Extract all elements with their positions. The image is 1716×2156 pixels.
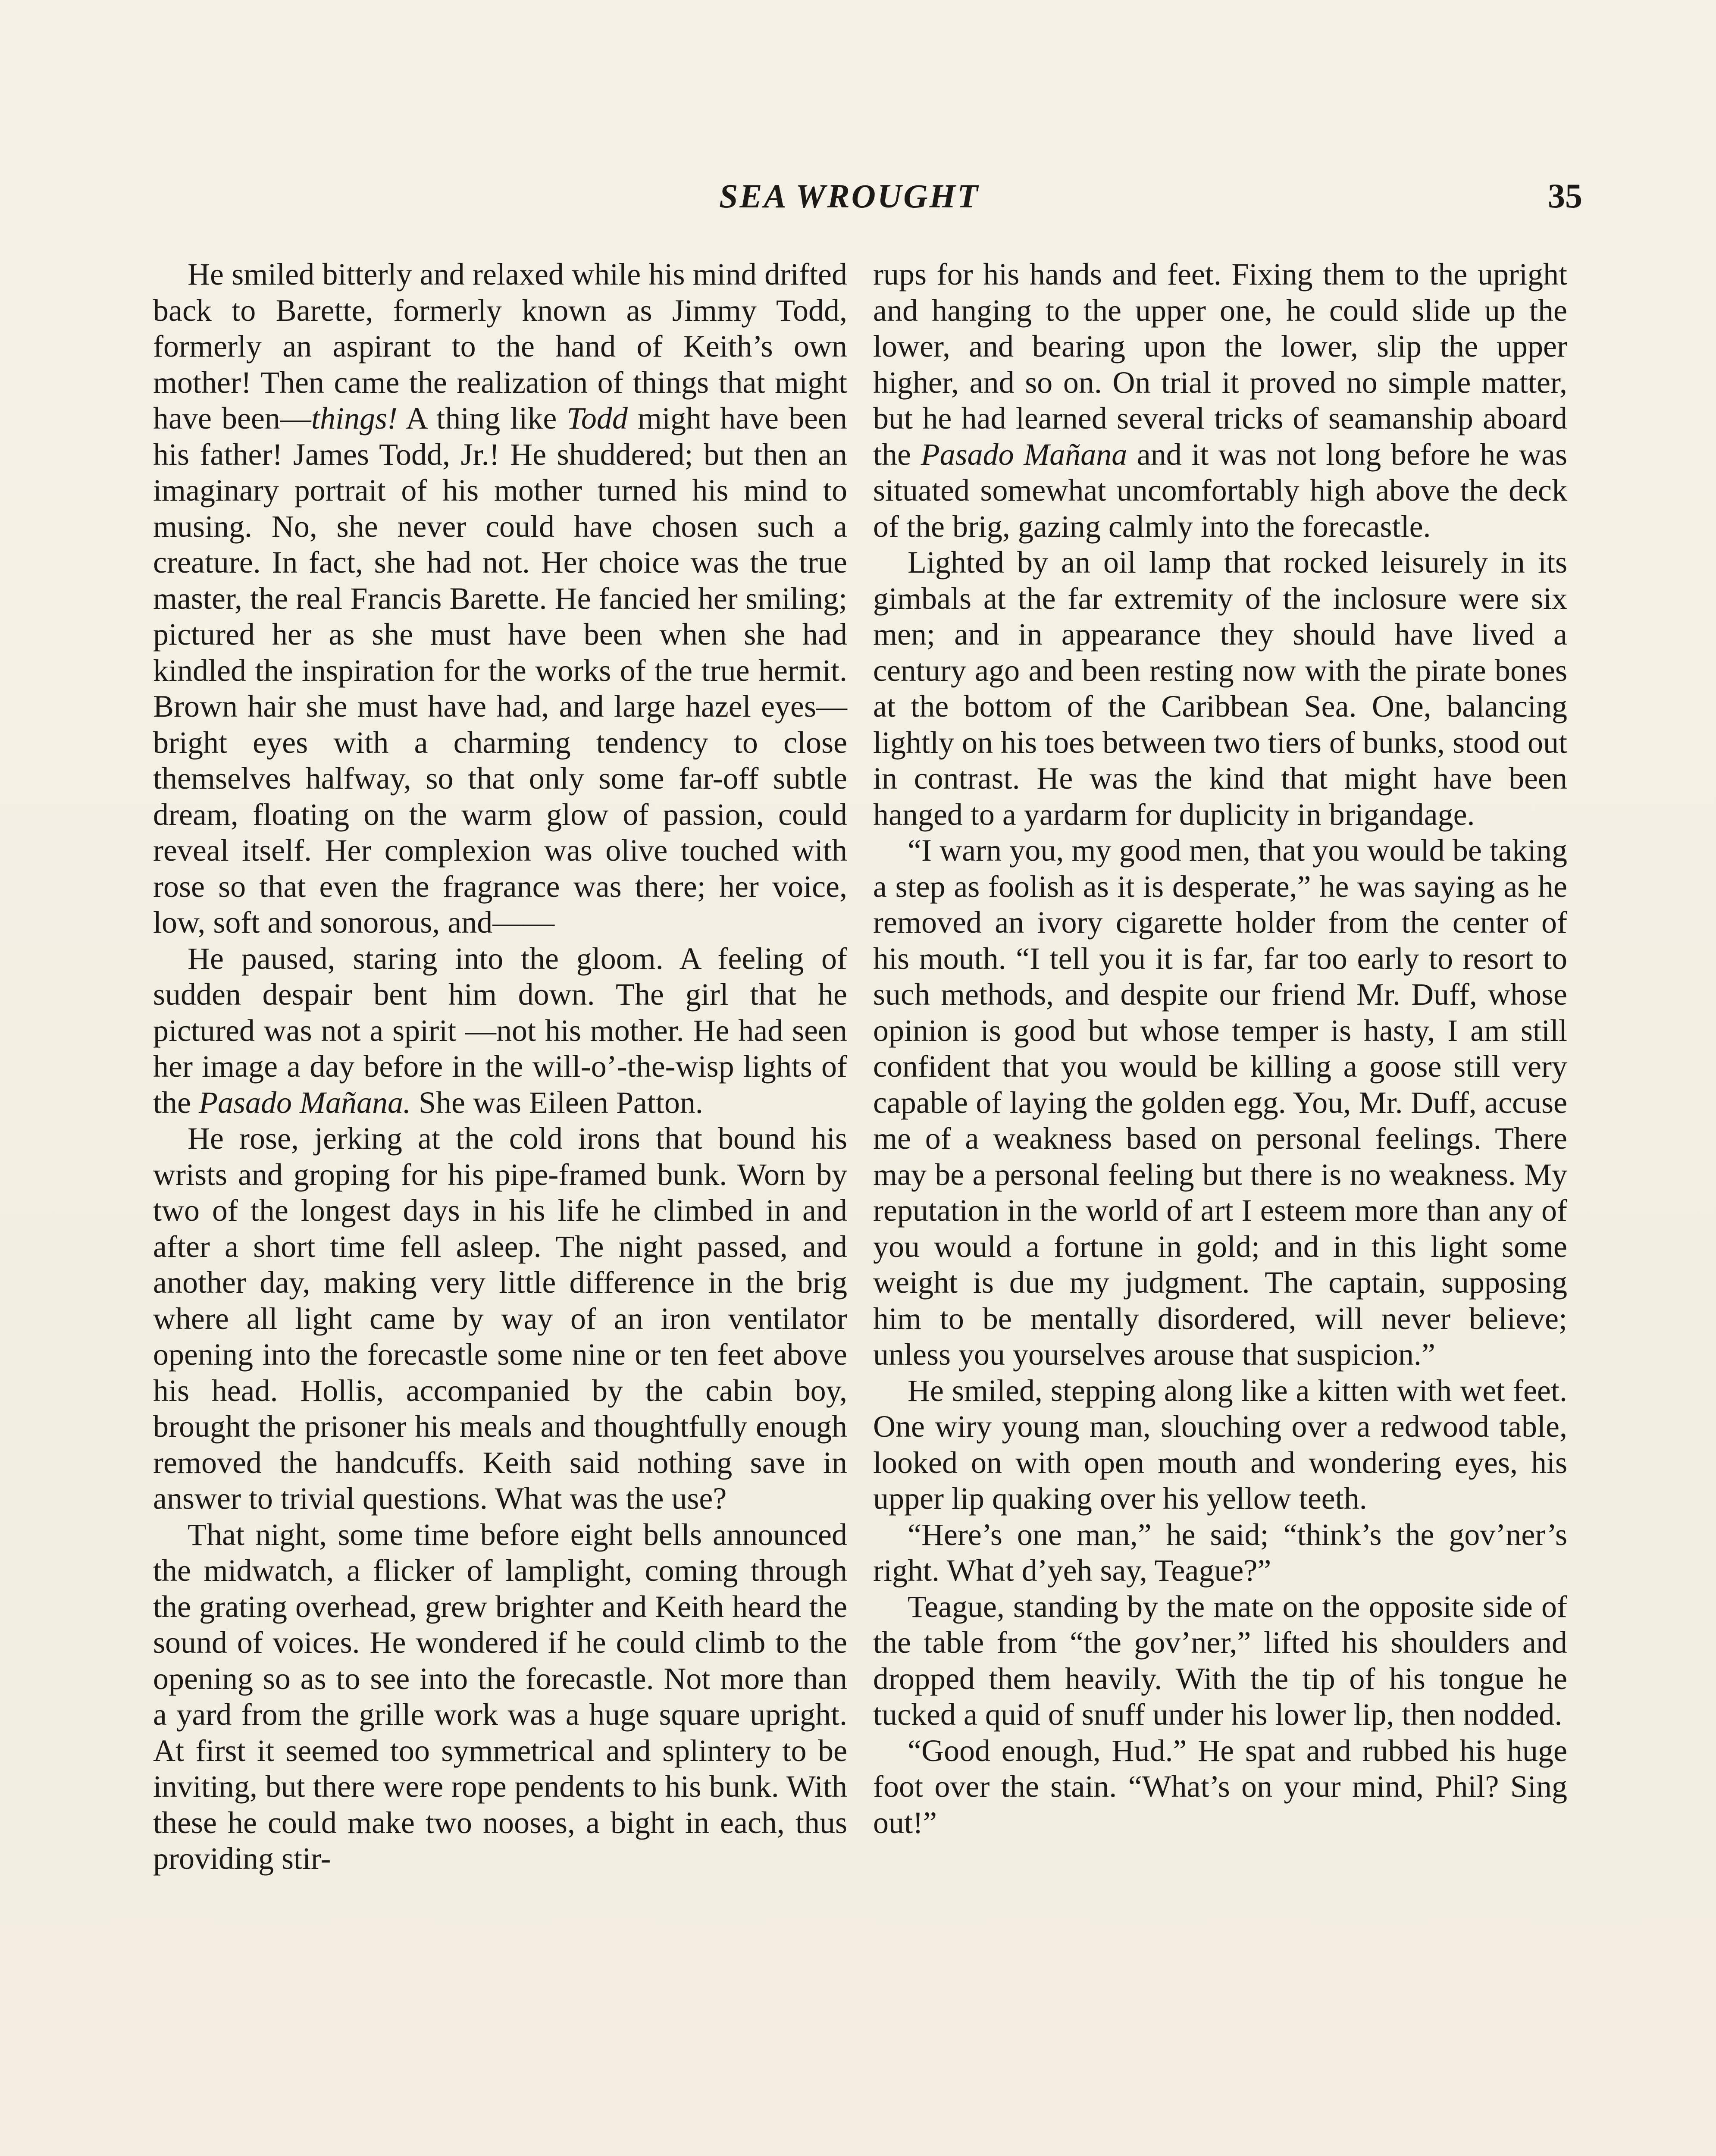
paragraph: “Good enough, Hud.” He spat and rubbed his huge foot over the stain. “What’s on your mind, Phil? Sing out!” (873, 1733, 1567, 1840)
running-head: SEA WROUGHT (719, 177, 980, 215)
paragraph: That night, some time before eight bells announced the midwatch, a flicker of lamplight, coming through the grating overhead, grew brighter and Keith heard the sound of voices. He wondered if he could climb to the opening so as to see into the forecastle. Not more than a yard from the grille work was a huge square upright. At first it seemed too symmetrical and splintery to be inviting, but there were rope pendents to his bunk. With these he could make two nooses, a bight in each, thus providing stir- (153, 1517, 847, 1876)
right-column (873, 257, 1567, 1841)
paragraph: He smiled bitterly and relaxed while his mind drifted back to Barette, formerly known as Jimmy Todd, formerly an aspirant to the hand of Keith’s own mother! Then came the realization of things that might have been—things! A thing like Todd might have been his father! James Todd, Jr.! He shuddered; but then an imaginary portrait of his mother turned his mind to musing. No, she never could have chosen such a creature. In fact, she had not. Her choice was the true master, the real Francis Barette. He fancied her smiling; pictured her as she must have been when she had kindled the inspiration for the works of the true hermit. Brown hair she must have had, and large hazel eyes—bright eyes with a charming tendency to close themselves halfway, so that only some far-off subtle dream, floating on the warm glow of passion, could reveal itself. Her complexion was olive touched with rose so that even the fragrance was there; her voice, low, soft and sonorous, and—— (153, 257, 847, 940)
paragraph: He smiled, stepping along like a kitten with wet feet. One wiry young man, slouching over a redwood table, looked on with open mouth and wondering eyes, his upper lip quaking over his yellow teeth. (873, 1373, 1567, 1516)
left-column (153, 257, 847, 1877)
paragraph-continued: rups for his hands and feet. Fixing them to the upright and hanging to the upper one, he could slide up the lower, and bearing upon the lower, slip the upper higher, and so on. On trial it proved no simple matter, but he had learned several tricks of seamanship aboard the Pasado Mañana and it was not long before he was situated somewhat uncomfortably high above the deck of the brig, gazing calmly into the forecastle. (873, 257, 1567, 544)
paragraph: Lighted by an oil lamp that rocked leisurely in its gimbals at the far extremity of the inclosure were six men; and in appearance they should have lived a century ago and been resting now with the pirate bones at the bottom of the Caribbean Sea. One, balancing lightly on his toes between two tiers of bunks, stood out in contrast. He was the kind that might have been hanged to a yardarm for duplicity in brigandage. (873, 545, 1567, 832)
paragraph: “I warn you, my good men, that you would be taking a step as foolish as it is desperate,” he was saying as he removed an ivory cigarette holder from the center of his mouth. “I tell you it is far, far too early to resort to such methods, and despite our friend Mr. Duff, whose opinion is good but whose temper is hasty, I am still confident that you would be killing a goose still very capable of laying the golden egg. You, Mr. Duff, accuse me of a weakness based on personal feelings. There may be a personal feeling but there is no weakness. My reputation in the world of art I esteem more than any of you would a fortune in gold; and in this light some weight is due my judgment. The captain, supposing him to be mentally disordered, will never believe; unless you yourselves arouse that suspicion.” (873, 833, 1567, 1372)
paragraph: He paused, staring into the gloom. A feeling of sudden despair bent him down. The girl that he pictured was not a spirit —not his mother. He had seen her image a day before in the will-o’-the-wisp lights of the Pasado Mañana. She was Eileen Patton. (153, 941, 847, 1120)
paragraph: “Here’s one man,” he said; “think’s the gov’ner’s right. What d’yeh say, Teague?” (873, 1517, 1567, 1588)
paragraph: Teague, standing by the mate on the opposite side of the table from “the gov’ner,” lifted his shoulders and dropped them heavily. With the tip of his tongue he tucked a quid of snuff under his lower lip, then nodded. (873, 1589, 1567, 1732)
paragraph: He rose, jerking at the cold irons that bound his wrists and groping for his pipe-framed bunk. Worn by two of the longest days in his life he climbed in and after a short time fell asleep. The night passed, and another day, making very little difference in the brig where all light came by way of an iron ventilator opening into the forecastle some nine or ten feet above his head. Hollis, accompanied by the cabin boy, brought the prisoner his meals and thoughtfully enough removed the handcuffs. Keith said nothing save in answer to trivial questions. What was the use? (153, 1121, 847, 1516)
page-number: 35 (1548, 177, 1582, 215)
